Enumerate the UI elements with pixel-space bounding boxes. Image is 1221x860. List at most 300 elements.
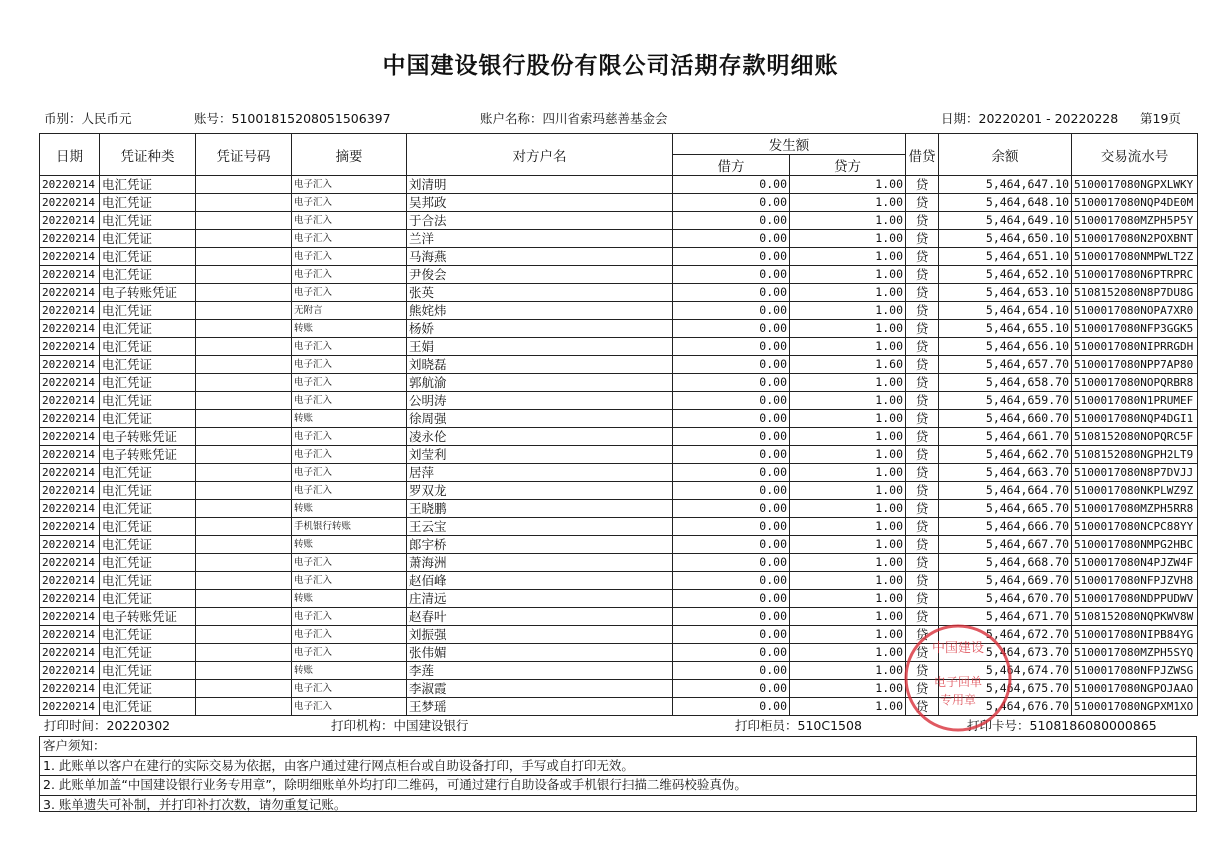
- ledger-header: [40, 134, 1198, 176]
- table-row: [40, 212, 1198, 230]
- cell-voucher-no: [196, 266, 292, 284]
- cell-balance: 5,464,671.70: [939, 608, 1072, 626]
- cell-date: 20220214: [40, 680, 100, 698]
- cell-balance: 5,464,675.70: [939, 680, 1072, 698]
- cell-summary: 手机银行转账: [292, 518, 407, 536]
- cell-dc: 贷: [906, 518, 939, 536]
- cell-voucher-no: [196, 608, 292, 626]
- account-number: 账号：51001815208051506397: [194, 111, 391, 126]
- cell-counterparty: 张伟媚: [407, 644, 673, 662]
- cell-voucher-no: [196, 194, 292, 212]
- cell-serial: 5100017080NDPPUDWV: [1072, 590, 1198, 608]
- cell-debit: 0.00: [673, 482, 790, 500]
- cell-voucher-no: [196, 626, 292, 644]
- cell-voucher-no: [196, 428, 292, 446]
- cell-date: 20220214: [40, 266, 100, 284]
- cell-counterparty: 王晓鹏: [407, 500, 673, 518]
- cell-balance: 5,464,659.70: [939, 392, 1072, 410]
- cell-dc: 贷: [906, 536, 939, 554]
- note-item: 1. 此账单以客户在建行的实际交易为依据，由客户通过建行网点柜台或自助设备打印，手写或自打印无效。: [40, 757, 1196, 777]
- cell-balance: 5,464,650.10: [939, 230, 1072, 248]
- col-debit: 借方: [673, 155, 790, 176]
- cell-balance: 5,464,648.10: [939, 194, 1072, 212]
- cell-counterparty: 郭航渝: [407, 374, 673, 392]
- table-row: [40, 608, 1198, 626]
- cell-serial: 5100017080MZPH5RR8: [1072, 500, 1198, 518]
- cell-debit: 0.00: [673, 590, 790, 608]
- cell-dc: 贷: [906, 194, 939, 212]
- table-row: [40, 266, 1198, 284]
- col-counterparty: 对方户名: [407, 134, 673, 176]
- cell-credit: 1.00: [790, 374, 906, 392]
- cell-summary: 电子汇入: [292, 644, 407, 662]
- cell-counterparty: 凌永伦: [407, 428, 673, 446]
- cell-dc: 贷: [906, 572, 939, 590]
- cell-credit: 1.00: [790, 230, 906, 248]
- cell-voucher-no: [196, 338, 292, 356]
- cell-voucher-type: 电汇凭证: [100, 374, 196, 392]
- cell-balance: 5,464,651.10: [939, 248, 1072, 266]
- cell-debit: 0.00: [673, 608, 790, 626]
- cell-voucher-type: 电汇凭证: [100, 482, 196, 500]
- table-row: [40, 662, 1198, 680]
- cell-debit: 0.00: [673, 248, 790, 266]
- cell-summary: 电子汇入: [292, 680, 407, 698]
- cell-voucher-no: [196, 212, 292, 230]
- cell-summary: 转账: [292, 662, 407, 680]
- cell-voucher-no: [196, 554, 292, 572]
- cell-debit: 0.00: [673, 428, 790, 446]
- cell-counterparty: 王梦瑶: [407, 698, 673, 716]
- cell-balance: 5,464,657.70: [939, 356, 1072, 374]
- cell-serial: 5100017080NGPXM1XO: [1072, 698, 1198, 716]
- col-amount: 发生额: [673, 134, 906, 155]
- cell-debit: 0.00: [673, 536, 790, 554]
- cell-counterparty: 张英: [407, 284, 673, 302]
- cell-serial: 5100017080NFPJZVH8: [1072, 572, 1198, 590]
- cell-dc: 贷: [906, 266, 939, 284]
- cell-date: 20220214: [40, 536, 100, 554]
- cell-voucher-no: [196, 644, 292, 662]
- cell-debit: 0.00: [673, 554, 790, 572]
- cell-summary: 电子汇入: [292, 338, 407, 356]
- cell-serial: 5100017080NKPLWZ9Z: [1072, 482, 1198, 500]
- cell-summary: 电子汇入: [292, 284, 407, 302]
- cell-date: 20220214: [40, 338, 100, 356]
- seal-text-top: 中国建设: [931, 641, 985, 656]
- cell-voucher-type: 电汇凭证: [100, 518, 196, 536]
- cell-credit: 1.00: [790, 590, 906, 608]
- cell-date: 20220214: [40, 212, 100, 230]
- col-voucher-no: 凭证号码: [196, 134, 292, 176]
- table-row: [40, 536, 1198, 554]
- cell-balance: 5,464,658.70: [939, 374, 1072, 392]
- table-row: [40, 482, 1198, 500]
- cell-summary: 电子汇入: [292, 464, 407, 482]
- cell-counterparty: 李淑霞: [407, 680, 673, 698]
- cell-counterparty: 刘振强: [407, 626, 673, 644]
- cell-voucher-type: 电汇凭证: [100, 500, 196, 518]
- cell-voucher-type: 电汇凭证: [100, 392, 196, 410]
- cell-credit: 1.00: [790, 284, 906, 302]
- cell-serial: 5100017080MZPH5SYQ: [1072, 644, 1198, 662]
- table-row: [40, 626, 1198, 644]
- cell-serial: 5100017080NGPXLWKY: [1072, 176, 1198, 194]
- cell-voucher-type: 电汇凭证: [100, 356, 196, 374]
- page-number: 第19页: [1140, 111, 1181, 126]
- cell-dc: 贷: [906, 590, 939, 608]
- cell-balance: 5,464,667.70: [939, 536, 1072, 554]
- table-row: [40, 446, 1198, 464]
- col-dc: 借贷: [906, 134, 939, 176]
- table-row: [40, 572, 1198, 590]
- cell-date: 20220214: [40, 662, 100, 680]
- cell-dc: 贷: [906, 302, 939, 320]
- cell-counterparty: 杨娇: [407, 320, 673, 338]
- cell-credit: 1.00: [790, 428, 906, 446]
- cell-summary: 电子汇入: [292, 266, 407, 284]
- cell-counterparty: 刘莹利: [407, 446, 673, 464]
- table-row: [40, 410, 1198, 428]
- cell-balance: 5,464,654.10: [939, 302, 1072, 320]
- cell-voucher-type: 电汇凭证: [100, 626, 196, 644]
- cell-serial: 5100017080N6PTRPRC: [1072, 266, 1198, 284]
- statement-title: 中国建设银行股份有限公司活期存款明细账: [382, 53, 839, 79]
- cell-dc: 贷: [906, 608, 939, 626]
- cell-counterparty: 居萍: [407, 464, 673, 482]
- cell-voucher-no: [196, 662, 292, 680]
- cell-voucher-type: 电子转账凭证: [100, 446, 196, 464]
- cell-balance: 5,464,668.70: [939, 554, 1072, 572]
- cell-date: 20220214: [40, 230, 100, 248]
- cell-balance: 5,464,673.70: [939, 644, 1072, 662]
- cell-voucher-type: 电汇凭证: [100, 464, 196, 482]
- col-date: 日期: [40, 134, 100, 176]
- cell-voucher-no: [196, 500, 292, 518]
- cell-serial: 5100017080N1PRUMEF: [1072, 392, 1198, 410]
- cell-dc: 贷: [906, 392, 939, 410]
- cell-credit: 1.00: [790, 302, 906, 320]
- print-teller: 打印柜员：510C1508: [735, 718, 862, 733]
- print-card: 打印卡号：5108186080000865: [967, 718, 1157, 733]
- cell-balance: 5,464,662.70: [939, 446, 1072, 464]
- cell-balance: 5,464,655.10: [939, 320, 1072, 338]
- cell-credit: 1.00: [790, 662, 906, 680]
- cell-summary: 电子汇入: [292, 482, 407, 500]
- cell-dc: 贷: [906, 482, 939, 500]
- cell-summary: 电子汇入: [292, 194, 407, 212]
- cell-debit: 0.00: [673, 338, 790, 356]
- cell-voucher-no: [196, 392, 292, 410]
- cell-balance: 5,464,652.10: [939, 266, 1072, 284]
- table-row: [40, 500, 1198, 518]
- cell-counterparty: 尹俊会: [407, 266, 673, 284]
- cell-voucher-type: 电汇凭证: [100, 590, 196, 608]
- cell-debit: 0.00: [673, 500, 790, 518]
- cell-balance: 5,464,664.70: [939, 482, 1072, 500]
- cell-date: 20220214: [40, 554, 100, 572]
- cell-voucher-no: [196, 446, 292, 464]
- cell-counterparty: 于合法: [407, 212, 673, 230]
- cell-date: 20220214: [40, 410, 100, 428]
- col-voucher-type: 凭证种类: [100, 134, 196, 176]
- cell-serial: 5100017080NMPWLT2Z: [1072, 248, 1198, 266]
- cell-serial: 5100017080NFPJZWSG: [1072, 662, 1198, 680]
- date-range: 日期：20220201 - 20220228: [941, 111, 1119, 126]
- cell-credit: 1.00: [790, 482, 906, 500]
- table-row: [40, 590, 1198, 608]
- cell-voucher-type: 电汇凭证: [100, 680, 196, 698]
- cell-dc: 贷: [906, 356, 939, 374]
- cell-dc: 贷: [906, 338, 939, 356]
- cell-date: 20220214: [40, 608, 100, 626]
- notes-heading: 客户须知：: [40, 737, 1196, 757]
- cell-serial: 5100017080N4PJZW4F: [1072, 554, 1198, 572]
- cell-summary: 转账: [292, 590, 407, 608]
- cell-summary: 转账: [292, 500, 407, 518]
- cell-voucher-no: [196, 176, 292, 194]
- cell-counterparty: 王娟: [407, 338, 673, 356]
- cell-credit: 1.00: [790, 392, 906, 410]
- table-row: [40, 554, 1198, 572]
- cell-date: 20220214: [40, 374, 100, 392]
- cell-dc: 贷: [906, 410, 939, 428]
- cell-voucher-type: 电子转账凭证: [100, 608, 196, 626]
- cell-voucher-type: 电汇凭证: [100, 266, 196, 284]
- cell-debit: 0.00: [673, 446, 790, 464]
- cell-debit: 0.00: [673, 266, 790, 284]
- seal-text-bottom: 专用章: [939, 693, 977, 707]
- cell-counterparty: 徐周强: [407, 410, 673, 428]
- table-row: [40, 338, 1198, 356]
- cell-summary: 电子汇入: [292, 212, 407, 230]
- cell-voucher-no: [196, 464, 292, 482]
- cell-debit: 0.00: [673, 230, 790, 248]
- cell-debit: 0.00: [673, 626, 790, 644]
- cell-date: 20220214: [40, 392, 100, 410]
- cell-summary: 电子汇入: [292, 248, 407, 266]
- cell-debit: 0.00: [673, 464, 790, 482]
- cell-credit: 1.60: [790, 356, 906, 374]
- cell-credit: 1.00: [790, 338, 906, 356]
- cell-credit: 1.00: [790, 626, 906, 644]
- cell-voucher-type: 电汇凭证: [100, 536, 196, 554]
- cell-voucher-type: 电汇凭证: [100, 338, 196, 356]
- cell-counterparty: 赵佰峰: [407, 572, 673, 590]
- cell-serial: 5100017080NIPRRGDH: [1072, 338, 1198, 356]
- seal-text-mid: 电子回单: [933, 675, 983, 689]
- cell-credit: 1.00: [790, 608, 906, 626]
- note-item: 3. 账单遗失可补制，并打印补打次数，请勿重复记账。: [43, 796, 347, 812]
- cell-dc: 贷: [906, 320, 939, 338]
- cell-voucher-type: 电汇凭证: [100, 572, 196, 590]
- account-name: 账户名称：四川省索玛慈善基金会: [480, 111, 668, 126]
- cell-summary: 电子汇入: [292, 176, 407, 194]
- table-row: [40, 518, 1198, 536]
- cell-dc: 贷: [906, 680, 939, 698]
- cell-summary: 无附言: [292, 302, 407, 320]
- cell-credit: 1.00: [790, 554, 906, 572]
- cell-serial: 5100017080NFP3GGK5: [1072, 320, 1198, 338]
- cell-credit: 1.00: [790, 536, 906, 554]
- table-row: [40, 194, 1198, 212]
- cell-dc: 贷: [906, 644, 939, 662]
- table-row: [40, 698, 1198, 716]
- cell-date: 20220214: [40, 320, 100, 338]
- cell-date: 20220214: [40, 248, 100, 266]
- cell-credit: 1.00: [790, 248, 906, 266]
- col-credit: 贷方: [790, 155, 906, 176]
- ledger-body: [40, 176, 1198, 716]
- cell-summary: 电子汇入: [292, 356, 407, 374]
- cell-summary: 电子汇入: [292, 230, 407, 248]
- cell-dc: 贷: [906, 428, 939, 446]
- cell-voucher-type: 电汇凭证: [100, 302, 196, 320]
- table-row: [40, 248, 1198, 266]
- cell-serial: 5100017080NQP4DGI1: [1072, 410, 1198, 428]
- cell-voucher-type: 电汇凭证: [100, 410, 196, 428]
- cell-voucher-type: 电汇凭证: [100, 248, 196, 266]
- cell-date: 20220214: [40, 302, 100, 320]
- cell-voucher-no: [196, 320, 292, 338]
- cell-serial: 5108152080NGPH2LT9: [1072, 446, 1198, 464]
- ledger-table: [39, 133, 1198, 716]
- cell-debit: 0.00: [673, 356, 790, 374]
- table-row: [40, 428, 1198, 446]
- cell-dc: 贷: [906, 446, 939, 464]
- cell-balance: 5,464,660.70: [939, 410, 1072, 428]
- cell-summary: 转账: [292, 536, 407, 554]
- cell-date: 20220214: [40, 194, 100, 212]
- cell-balance: 5,464,676.70: [939, 698, 1072, 716]
- cell-credit: 1.00: [790, 518, 906, 536]
- col-balance: 余额: [939, 134, 1072, 176]
- cell-debit: 0.00: [673, 284, 790, 302]
- cell-date: 20220214: [40, 446, 100, 464]
- cell-voucher-no: [196, 410, 292, 428]
- cell-voucher-no: [196, 590, 292, 608]
- table-row: [40, 356, 1198, 374]
- cell-voucher-type: 电子转账凭证: [100, 284, 196, 302]
- cell-serial: 5108152080NOPQRC5F: [1072, 428, 1198, 446]
- print-time: 打印时间：20220302: [44, 718, 171, 733]
- cell-credit: 1.00: [790, 698, 906, 716]
- cell-date: 20220214: [40, 500, 100, 518]
- cell-serial: 5100017080NCPC88YY: [1072, 518, 1198, 536]
- cell-counterparty: 赵春叶: [407, 608, 673, 626]
- cell-counterparty: 郎宇桥: [407, 536, 673, 554]
- cell-credit: 1.00: [790, 572, 906, 590]
- cell-debit: 0.00: [673, 662, 790, 680]
- cell-dc: 贷: [906, 248, 939, 266]
- cell-serial: 5100017080NQP4DE0M: [1072, 194, 1198, 212]
- cell-voucher-no: [196, 536, 292, 554]
- cell-counterparty: 公明涛: [407, 392, 673, 410]
- cell-serial: 5100017080NPP7AP80: [1072, 356, 1198, 374]
- cell-summary: 电子汇入: [292, 608, 407, 626]
- cell-counterparty: 吴邦政: [407, 194, 673, 212]
- cell-voucher-type: 电子转账凭证: [100, 428, 196, 446]
- cell-debit: 0.00: [673, 302, 790, 320]
- table-row: [40, 464, 1198, 482]
- cell-date: 20220214: [40, 590, 100, 608]
- cell-voucher-type: 电汇凭证: [100, 698, 196, 716]
- cell-date: 20220214: [40, 284, 100, 302]
- cell-debit: 0.00: [673, 680, 790, 698]
- cell-serial: 5100017080NIPB84YG: [1072, 626, 1198, 644]
- cell-date: 20220214: [40, 518, 100, 536]
- cell-serial: 5100017080NMPG2HBC: [1072, 536, 1198, 554]
- cell-summary: 转账: [292, 410, 407, 428]
- cell-debit: 0.00: [673, 374, 790, 392]
- cell-date: 20220214: [40, 356, 100, 374]
- cell-counterparty: 兰洋: [407, 230, 673, 248]
- cell-serial: 5100017080MZPH5P5Y: [1072, 212, 1198, 230]
- cell-debit: 0.00: [673, 176, 790, 194]
- cell-summary: 电子汇入: [292, 626, 407, 644]
- cell-summary: 转账: [292, 320, 407, 338]
- cell-counterparty: 王云宝: [407, 518, 673, 536]
- cell-counterparty: 李莲: [407, 662, 673, 680]
- cell-debit: 0.00: [673, 410, 790, 428]
- cell-credit: 1.00: [790, 410, 906, 428]
- cell-credit: 1.00: [790, 320, 906, 338]
- col-summary: 摘要: [292, 134, 407, 176]
- cell-summary: 电子汇入: [292, 374, 407, 392]
- cell-voucher-type: 电汇凭证: [100, 212, 196, 230]
- cell-serial: 5100017080N2POXBNT: [1072, 230, 1198, 248]
- cell-counterparty: 萧海洲: [407, 554, 673, 572]
- cell-balance: 5,464,656.10: [939, 338, 1072, 356]
- cell-serial: 5100017080NGPOJAAO: [1072, 680, 1198, 698]
- cell-debit: 0.00: [673, 698, 790, 716]
- table-row: [40, 320, 1198, 338]
- currency-label: 币别：人民币元: [44, 111, 132, 126]
- cell-debit: 0.00: [673, 194, 790, 212]
- cell-voucher-type: 电汇凭证: [100, 230, 196, 248]
- cell-debit: 0.00: [673, 644, 790, 662]
- cell-dc: 贷: [906, 662, 939, 680]
- note-item: 2. 此账单加盖“中国建设银行业务专用章”，除明细账单外均打印二维码，可通过建行自助设备或手机银行扫描二维码校验真伪。: [40, 776, 1196, 796]
- cell-summary: 电子汇入: [292, 392, 407, 410]
- cell-balance: 5,464,666.70: [939, 518, 1072, 536]
- cell-voucher-type: 电汇凭证: [100, 194, 196, 212]
- customer-notes: [39, 736, 1197, 812]
- cell-voucher-no: [196, 572, 292, 590]
- cell-voucher-no: [196, 284, 292, 302]
- cell-summary: 电子汇入: [292, 572, 407, 590]
- cell-serial: 5108152080NQPKWV8W: [1072, 608, 1198, 626]
- cell-credit: 1.00: [790, 680, 906, 698]
- cell-dc: 贷: [906, 212, 939, 230]
- table-row: [40, 680, 1198, 698]
- cell-balance: 5,464,653.10: [939, 284, 1072, 302]
- cell-serial: 5108152080N8P7DU8G: [1072, 284, 1198, 302]
- cell-summary: 电子汇入: [292, 698, 407, 716]
- cell-dc: 贷: [906, 374, 939, 392]
- table-row: [40, 374, 1198, 392]
- cell-voucher-no: [196, 698, 292, 716]
- cell-date: 20220214: [40, 482, 100, 500]
- col-serial: 交易流水号: [1072, 134, 1198, 176]
- cell-balance: 5,464,669.70: [939, 572, 1072, 590]
- cell-voucher-type: 电汇凭证: [100, 644, 196, 662]
- cell-voucher-no: [196, 374, 292, 392]
- cell-credit: 1.00: [790, 446, 906, 464]
- cell-dc: 贷: [906, 230, 939, 248]
- cell-balance: 5,464,649.10: [939, 212, 1072, 230]
- cell-credit: 1.00: [790, 644, 906, 662]
